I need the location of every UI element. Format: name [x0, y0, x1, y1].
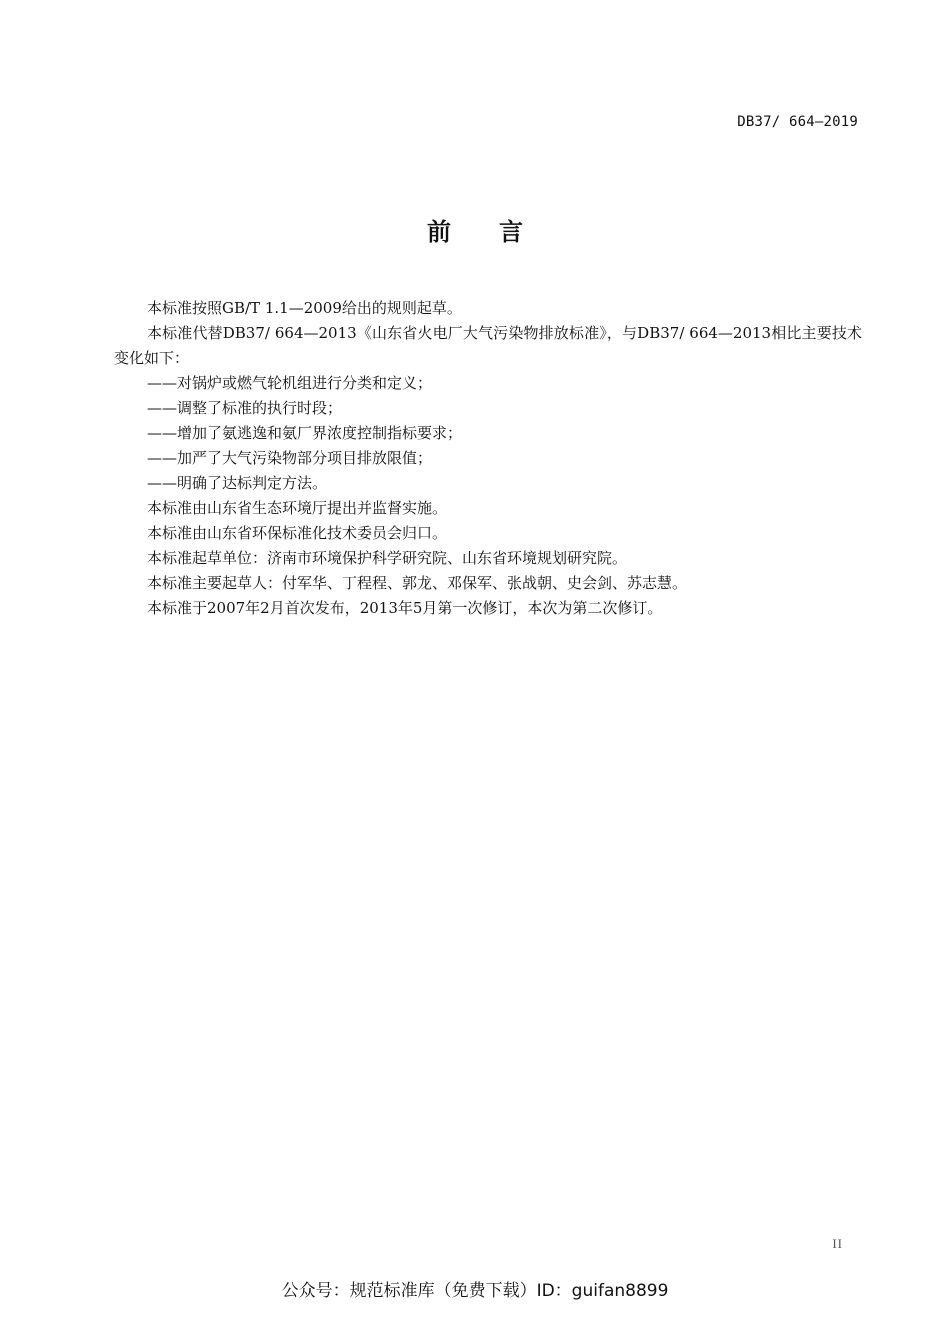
paragraph: 本标准起草单位：济南市环境保护科学研究院、山东省环境规划研究院。	[147, 549, 628, 567]
list-item: ——加严了大气污染物部分项目排放限值；	[147, 449, 433, 467]
page-title: 前言	[427, 218, 571, 246]
page-number: II	[832, 1236, 843, 1251]
list-item: ——对锅炉或燃气轮机组进行分类和定义；	[147, 374, 433, 392]
list-item: ——调整了标准的执行时段；	[147, 399, 343, 417]
paragraph: 本标准主要起草人：付军华、丁程程、郭龙、邓保军、张战朝、史会剑、苏志慧。	[147, 574, 688, 592]
standard-code: DB37/ 664—2019	[737, 114, 858, 130]
paragraph: 本标准于2007年2月首次发布，2013年5月第一次修订，本次为第二次修订。	[147, 599, 663, 617]
list-item: ——明确了达标判定方法。	[147, 474, 328, 492]
paragraph: 本标准代替DB37/ 664—2013《山东省火电厂大气污染物排放标准》，与DB37/ 664—2013相比主要技术变化如下：	[114, 324, 862, 367]
footer-note: 公众号：规范标准库（免费下载）ID：guifan8899	[281, 1281, 669, 1301]
paragraph: 本标准由山东省环保标准化技术委员会归口。	[147, 524, 448, 542]
list-item: ——增加了氨逃逸和氨厂界浓度控制指标要求；	[147, 424, 463, 442]
paragraph: 本标准由山东省生态环境厅提出并监督实施。	[147, 499, 448, 517]
foreword-body	[114, 296, 862, 621]
paragraph: 本标准按照GB/T 1.1—2009给出的规则起草。	[147, 299, 462, 317]
